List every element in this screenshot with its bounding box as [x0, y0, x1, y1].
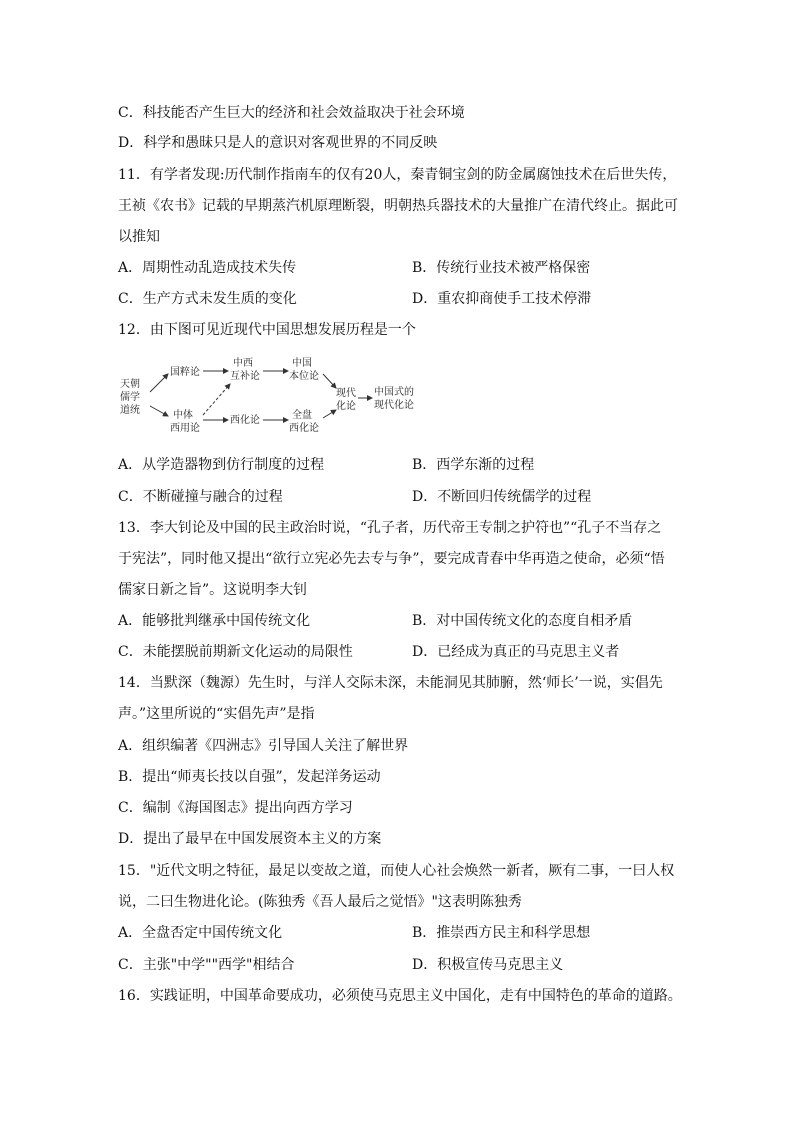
q14-option-d: D．提出了最早在中国发展资本主义的方案 [118, 831, 382, 847]
node-quanpan-line-1: 全盘 [292, 410, 312, 421]
q11-option-d: D．重农抑商使手工技术停滞 [412, 291, 592, 307]
q14-option-c: C．编制《海国图志》提出向西方学习 [118, 800, 353, 816]
q13-option-d: D．已经成为真正的马克思主义者 [412, 644, 620, 660]
q15-option-c: C．主张"中学""西学"相结合 [118, 957, 295, 973]
q14-option-b: B．提出“师夷长技以自强”，发起洋务运动 [118, 769, 381, 785]
node-xihua: 西化论 [230, 415, 260, 426]
node-zhongxi-line-1: 中西 [233, 358, 253, 369]
q13-stem-line-1: 13．李大钊论及中国的民主政治时说，“孔子者，历代帝王专制之护符也”“孔子不当存之 [118, 520, 662, 536]
q13-option-a: A．能够批判继承中国传统文化 [118, 613, 311, 629]
q16-stem-line-1: 16．实践证明，中国革命要成功，必须使马克思主义中国化，走有中国特色的革命的道路。 [118, 988, 682, 1004]
q14-stem-line-2: 声。”这里所说的“实倡先声”是指 [118, 706, 315, 722]
q12-option-c: C．不断碰撞与融合的过程 [118, 489, 283, 505]
q10-option-c: C．科技能否产生巨大的经济和社会效益取决于社会环境 [118, 105, 465, 121]
q15-option-a: A．全盘否定中国传统文化 [118, 925, 283, 941]
node-xiandai-line-1: 现代 [336, 388, 356, 399]
q15-stem-line-1: 15．"近代文明之特征，最足以变故之道，而使人心社会焕然一新者，厥有二事，一曰人权 [118, 863, 675, 879]
q11-stem-line-2: 王祯《农书》记载的早期蒸汽机原理断裂，明朝热兵器技术的大量推广在清代终止。据此可 [118, 198, 678, 214]
q11-stem-line-1: 11．有学者发现:历代制作指南车的仅有20人，秦青铜宝剑的防金属腐蚀技术在后世失传， [118, 167, 677, 183]
thought-development-diagram [118, 352, 438, 444]
node-zhongti-line-2: 西用论 [170, 423, 200, 434]
node-xiandai-line-2: 化论 [336, 401, 356, 412]
node-zhongguo-line-1: 中国 [292, 358, 312, 369]
q10-option-d: D．科学和愚昧只是人的意识对客观世界的不同反映 [118, 135, 438, 151]
arrow-quanpan-xiandai [323, 410, 336, 418]
q14-option-a: A．组织编著《四洲志》引导国人关注了解世界 [118, 738, 409, 754]
q13-stem-line-2: 于宪法”，同时他又提出“欲行立宪必先去专与争”，要完成青春中华再造之使命，必须“悟 [118, 551, 665, 567]
node-zgs-line-2: 现代化论 [374, 400, 414, 411]
arrow-zhongguo-xiandai [323, 374, 336, 388]
q11-option-c: C．生产方式未发生质的变化 [118, 291, 297, 307]
q12-option-a: A．从学造器物到仿行制度的过程 [118, 457, 325, 473]
q13-option-c: C．未能摆脱前期新文化运动的局限性 [118, 644, 353, 660]
q12-option-b: B．西学东渐的过程 [412, 457, 535, 473]
q12-option-d: D．不断回归传统儒学的过程 [412, 489, 592, 505]
q11-option-a: A．周期性动乱造成技术失传 [118, 260, 297, 276]
q11-stem-line-3: 以推知 [118, 229, 160, 245]
node-zhongti-line-1: 中体 [173, 410, 193, 421]
q11-option-b: B．传统行业技术被严格保密 [412, 260, 591, 276]
node-zgs-line-1: 中国式的 [374, 387, 414, 398]
node-tianchao-line-3: 道统 [120, 405, 140, 416]
node-zhongguo-line-2: 本位论 [289, 371, 319, 382]
q15-option-d: D．积极宣传马克思主义 [412, 957, 564, 973]
q14-stem-line-1: 14．当默深（魏源）先生时，与洋人交际未深，未能洞见其肺腑，然‘师长’一说，实倡先 [118, 675, 663, 691]
q15-stem-line-2: 说，二曰生物进化论。(陈独秀《吾人最后之觉悟》"这表明陈独秀 [118, 894, 522, 910]
q12-stem-line-1: 12．由下图可见近现代中国思想发展历程是一个 [118, 322, 416, 338]
node-tianchao-line-2: 儒学 [120, 392, 140, 403]
node-tianchao-line-1: 天朝 [120, 379, 140, 390]
node-guocui: 国粹论 [170, 367, 200, 378]
q13-option-b: B．对中国传统文化的态度自相矛盾 [412, 613, 633, 629]
q13-stem-line-3: 儒家日新之旨”。这说明李大钊 [118, 582, 308, 598]
arrow-zhongti-zhongxi-dashed [203, 384, 230, 415]
arrow-tianchao-zhongti [150, 406, 168, 416]
q15-option-b: B．推崇西方民主和科学思想 [412, 925, 591, 941]
node-quanpan-line-2: 西化论 [289, 423, 319, 434]
node-zhongxi-line-2: 互补论 [230, 371, 260, 382]
arrow-tianchao-guocui [150, 374, 168, 392]
